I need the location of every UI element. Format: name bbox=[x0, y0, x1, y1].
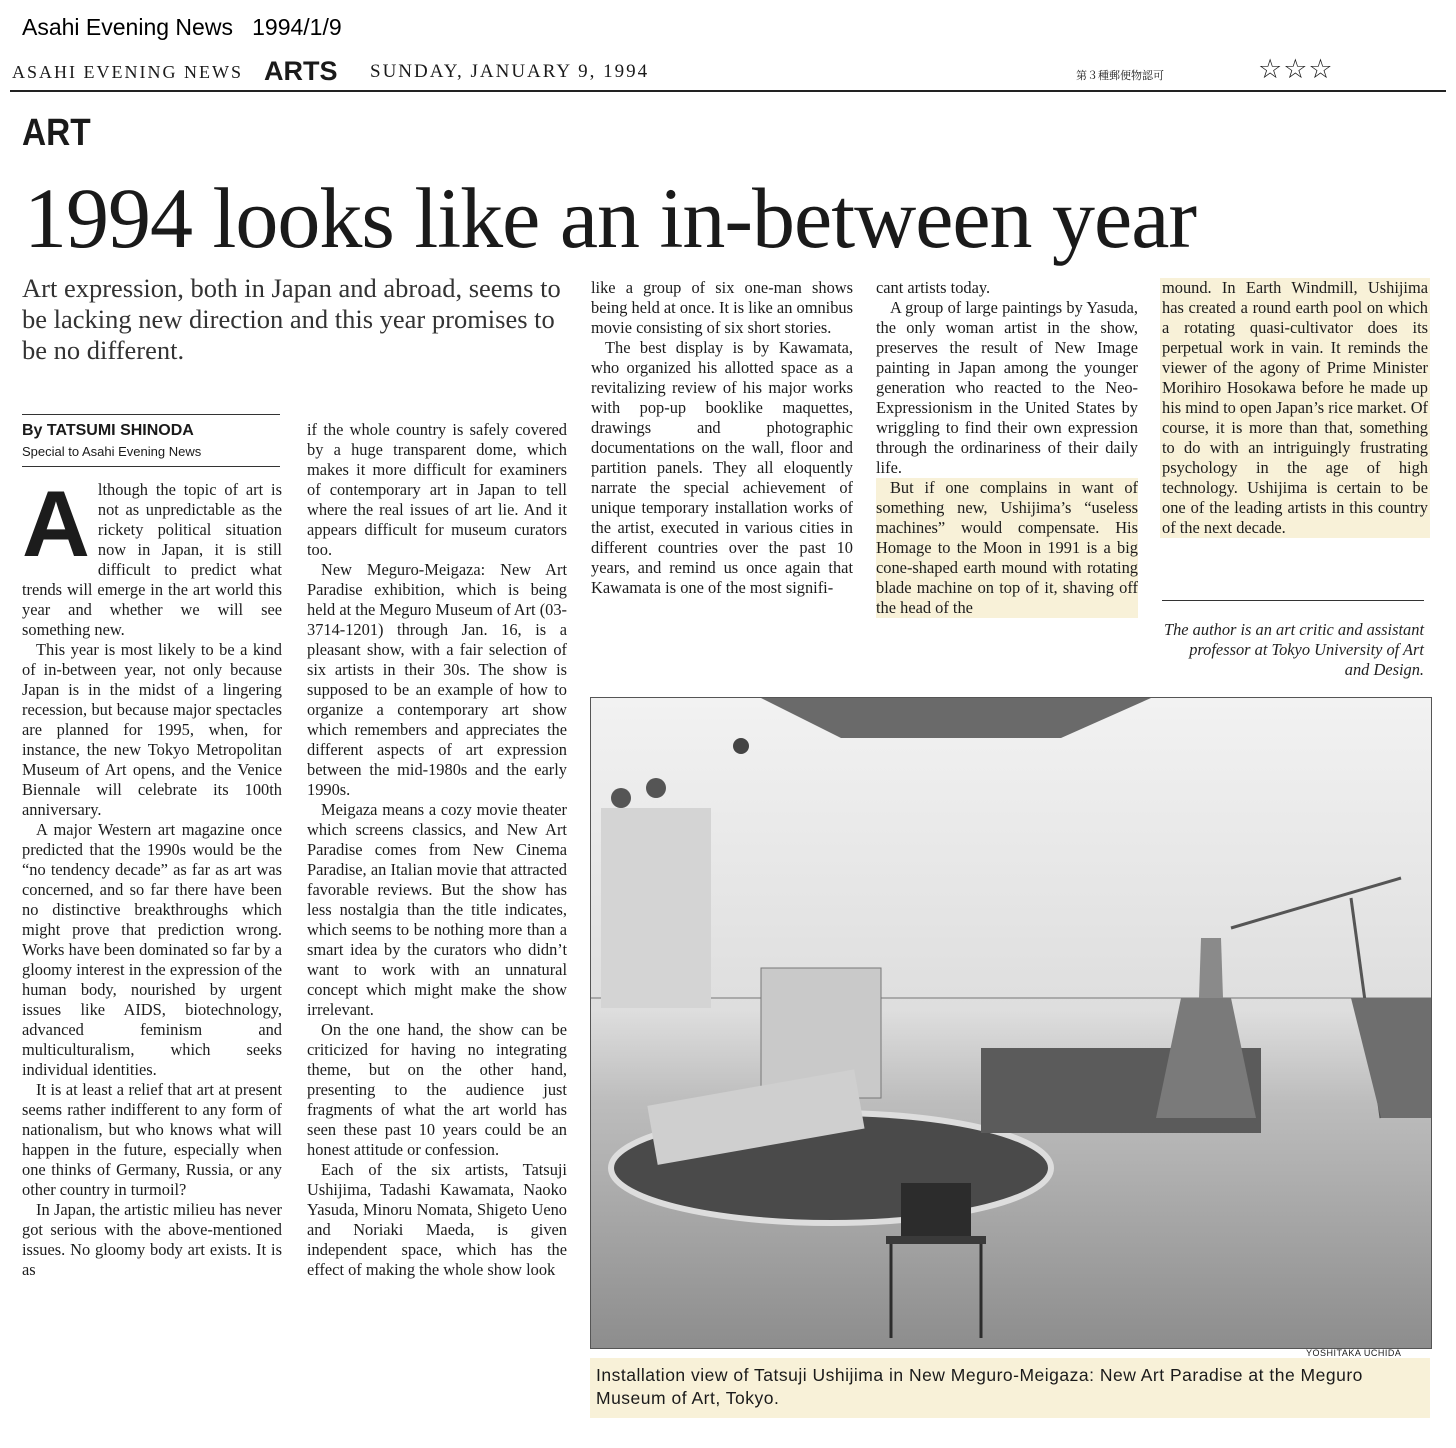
article-column-5 bbox=[1160, 278, 1430, 538]
ceiling-light bbox=[733, 738, 749, 754]
masthead bbox=[10, 54, 1446, 92]
earth-mound-cone bbox=[1156, 998, 1256, 1118]
installation-photo bbox=[590, 697, 1432, 1349]
byline-rule-bottom bbox=[22, 466, 280, 467]
author-note: The author is an art critic and assistant professor at Tokyo University of Art and Design. bbox=[1164, 620, 1424, 679]
masthead-section: ARTS bbox=[264, 56, 338, 86]
clipping-label: Asahi Evening News 1994/1/9 bbox=[22, 14, 342, 40]
paragraph: A major Western art magazine once predicted that the 1990s would be the “no tendency decade” as far as art was concerned, and so far there have been no distinctive breakthroughs which might prove that prediction wrong. Works have been dominated so far by a gloomy interest in the expression of the human body, nourished by urgent issues like AIDS, biotechnology, advanced feminism and multiculturalism, which seeks individual identities. bbox=[22, 820, 282, 1079]
paragraph: In Japan, the artistic milieu has never got serious with the above-mentioned issues. No gloomy body art exists. It is as bbox=[22, 1200, 282, 1279]
spotlight bbox=[611, 788, 631, 808]
blade-machine-arm bbox=[1231, 878, 1401, 928]
spotlight bbox=[646, 778, 666, 798]
masthead-paper-name: ASAHI EVENING NEWS bbox=[12, 62, 243, 82]
paragraph: Each of the six artists, Tatsuji Ushijima, Tadashi Kawamata, Naoko Yasuda, Minoru Nomata, Shigeto Ueno and Noriaki Maeda, is given independent space, which has the effect of making the whole show look bbox=[307, 1160, 567, 1279]
paragraph: New Meguro-Meigaza: New Art Paradise exhibition, which is being held at the Meguro Museum of Art (03-3714-1201) through Jan. 16, is a pleasant show, with a fair selection of six artists in their 30s. The show is supposed to be an example of how to organize a contemporary art show which remembers and appreciates the different aspects of art expression between the mid-1980s and the early 1990s. bbox=[307, 560, 567, 799]
paragraph: It is at least a relief that art at present seems rather indifferent to any form of nationalism, but who knows what will happen in the future, especially when one thinks of Germany, Russia, or any other country in turmoil? bbox=[22, 1080, 282, 1199]
tv-monitor bbox=[901, 1183, 971, 1238]
stairs bbox=[1351, 998, 1431, 1118]
deck: Art expression, both in Japan and abroad, seems to be lacking new direction and this year promises to be no different. bbox=[22, 273, 561, 365]
masthead-postal-permit: 第３種郵便物認可 bbox=[1076, 70, 1164, 82]
section-kicker: ART bbox=[22, 112, 91, 154]
article-column-3 bbox=[591, 278, 853, 598]
byline-affiliation: Special to Asahi Evening News bbox=[22, 444, 202, 459]
paragraph-highlighted: But if one complains in want of something new, Ushijima’s “useless machines” would compensate. His Homage to the Moon in 1991 is a big cone-shaped earth mound with rotating blade machine on top of it, shaving off the head of the bbox=[876, 478, 1138, 617]
article-column-2 bbox=[307, 420, 567, 1280]
article-column-1 bbox=[22, 471, 282, 1280]
paragraph: like a group of six one-man shows being held at once. It is like an omnibus movie consisting of six short stories. bbox=[591, 278, 853, 337]
article-column-4 bbox=[876, 278, 1138, 618]
paragraph: A group of large paintings by Yasuda, the only woman artist in the show, preserves the result of New Image painting in Japan among the younger generation who reacted to the Neo-Expressionism in the United States by wriggling to find their own expression through the ordinariness of their daily life. bbox=[876, 298, 1138, 477]
photo-illustration bbox=[591, 698, 1431, 1348]
paragraph: Although the topic of art is not as unpredictable as the rickety political situation now in Japan, it is still difficult to predict what trends will emerge in the art world this year and whether we will see something new. bbox=[22, 471, 282, 639]
mound-top bbox=[1199, 938, 1223, 998]
paragraph: This year is most likely to be a kind of in-between year, not only because Japan is in the midst of a lingering recession, but because major spectacles are planned for 1995, when, for instance, the new Tokyo Metropolitan Museum of Art opens, and the Venice Biennale will celebrate its 100th anniversary. bbox=[22, 640, 282, 819]
photo-credit: YOSHITAKA UCHIDA bbox=[1306, 1348, 1402, 1358]
monitor-stand bbox=[886, 1236, 986, 1244]
paragraph: On the one hand, the show can be criticized for having no integrating theme, but on the other hand, presenting to the audience just fragments of what the art world has seen these past 10 years could be an honest attitude or confession. bbox=[307, 1020, 567, 1159]
byline: By TATSUMI SHINODA bbox=[22, 422, 194, 439]
masthead-date: SUNDAY, JANUARY 9, 1994 bbox=[370, 61, 650, 82]
author-note-rule bbox=[1162, 600, 1424, 601]
paragraph: if the whole country is safely covered by a huge transparent dome, which makes it more difficult for examiners of contemporary art in Japan to tell where the real issues of art lie. And it appears difficult for museum curators too. bbox=[307, 420, 567, 559]
paragraph: Meigaza means a cozy movie theater which screens classics, and New Art Paradise comes from New Cinema Paradise, an Italian movie that attracted favorable reviews. But the show has less nostalgia than the title indicates, which seems to be nothing more than a smart idea by the curators who didn’t want to work with an unnatural concept which might make the show irrelevant. bbox=[307, 800, 567, 1019]
edition-stars: ☆☆☆ bbox=[1258, 54, 1334, 84]
byline-rule-top bbox=[22, 414, 280, 415]
ceiling-skylight bbox=[761, 698, 1151, 738]
paragraph: cant artists today. bbox=[876, 278, 991, 297]
photo-caption: Installation view of Tatsuji Ushijima in New Meguro-Meigaza: New Art Paradise at the Meguro Museum of Art, Tokyo. bbox=[590, 1358, 1430, 1418]
paragraph-highlighted: mound. In Earth Windmill, Ushijima has created a round earth pool on which a rotating quasi-cultivator does its perpetual work in vain. It reminds the viewer of the agony of Prime Minister Morihiro Hosokawa before he made up his mind to open Japan’s rice market. Of course, it is more than that, something to do with an intriguingly frustrating psychology in the age of high technology. Ushijima is certain to be one of the leading artists in this country of the next decade. bbox=[1162, 278, 1428, 537]
wall-panel bbox=[601, 808, 711, 1008]
drop-cap: A bbox=[22, 471, 90, 576]
headline: 1994 looks like an in-between year bbox=[24, 170, 1197, 266]
paragraph: The best display is by Kawamata, who organized his allotted space as a revitalizing review of his major works with pop-up booklike maquettes, drawings and photographic documentations on the wall, floor and partition panels. They all eloquently narrate the special achievement of unique temporary installation works of the artist, executed in various cities in different countries over the past 10 years, and remind us once again that Kawamata is one of the most signifi- bbox=[591, 338, 853, 597]
